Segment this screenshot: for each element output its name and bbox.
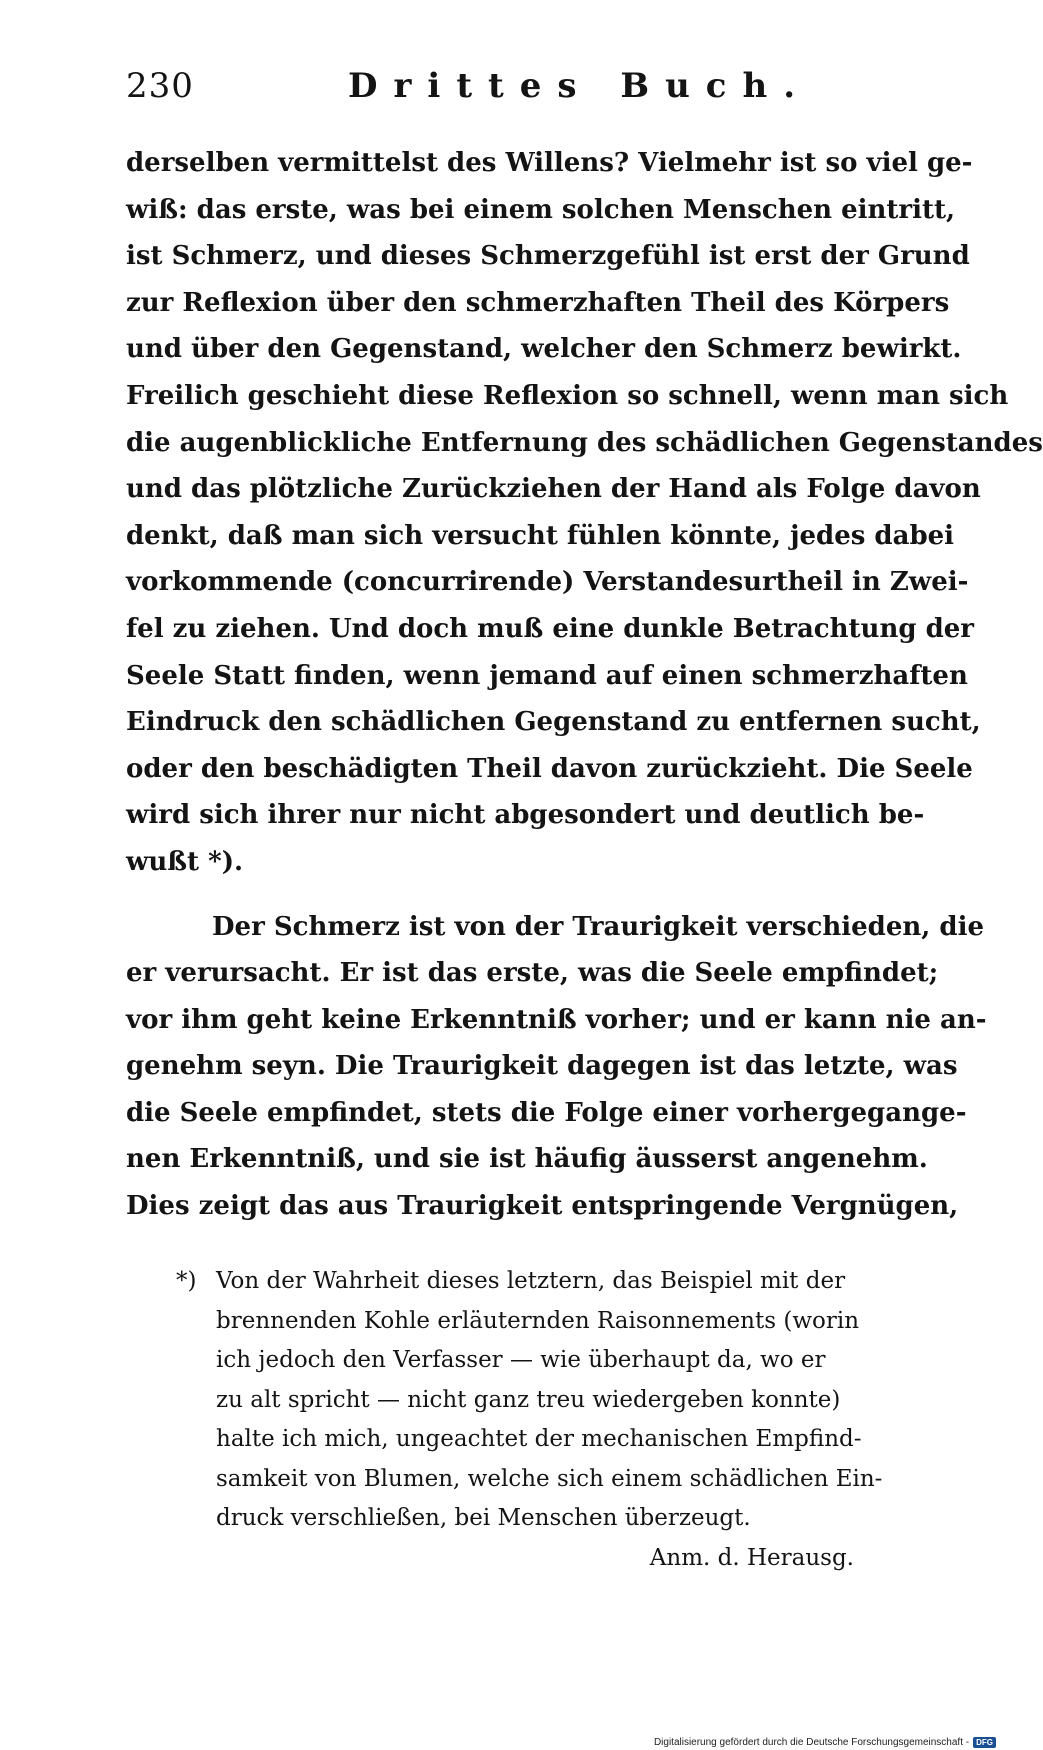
text-line: oder den beschädigten Theil davon zurückzieht. Die Seele <box>126 753 973 784</box>
footnote-line: halte ich mich, ungeachtet der mechanischen Empfind- <box>216 1426 862 1452</box>
text-line: nen Erkenntniß, und sie ist häufig äusserst angenehm. <box>126 1144 928 1175</box>
text-line: und über den Gegenstand, welcher den Schmerz bewirkt. <box>126 334 962 365</box>
footnote-line: druck verschließen, bei Menschen überzeugt. <box>216 1505 751 1531</box>
footnote-line: ich jedoch den Verfasser — wie überhaupt da, wo er <box>216 1347 826 1373</box>
text-line: wußt *). <box>126 846 244 877</box>
body-text <box>126 140 1043 1230</box>
text-line: zur Reflexion über den schmerzhaften Theil des Körpers <box>126 287 950 318</box>
paragraph-gap <box>126 886 916 904</box>
text-line: die Seele empfindet, stets die Folge einer vorhergegange- <box>126 1097 967 1128</box>
footnote-line <box>176 1262 916 1302</box>
text-line: wiß: das erste, was bei einem solchen Menschen eintritt, <box>126 194 956 225</box>
dfg-logo-icon: DFG <box>973 1737 996 1748</box>
paragraph-1 <box>126 140 1043 886</box>
footnote-marker: *) <box>176 1268 197 1294</box>
page-number: 230 <box>126 66 194 106</box>
footnote-line: brennenden Kohle erläuternden Raisonnements (worin <box>216 1307 860 1334</box>
text-line: Dies zeigt das aus Traurigkeit entspringende Vergnügen, <box>126 1191 959 1222</box>
digitization-credit <box>654 1737 996 1748</box>
text-line: denkt, daß man sich versucht fühlen könnte, jedes dabei <box>126 520 955 551</box>
footnote-line: samkeit von Blumen, welche sich einem schädlichen Ein- <box>216 1465 883 1492</box>
text-line: vor ihm geht keine Erkenntniß vorher; und er kann nie an- <box>126 1004 987 1035</box>
page-header <box>126 66 916 116</box>
running-head: Drittes Buch. <box>348 66 812 106</box>
text-line: Der Schmerz ist von der Traurigkeit verschieden, die <box>212 911 984 942</box>
footnote-line: zu alt spricht — nicht ganz treu wiedergeben konnte) <box>216 1386 841 1413</box>
text-line: Freilich geschieht diese Reflexion so schnell, wenn man sich <box>126 380 1009 411</box>
text-line: genehm seyn. Die Traurigkeit dagegen ist das letzte, was <box>126 1051 958 1082</box>
text-line: Eindruck den schädlichen Gegenstand zu entfernen sucht, <box>126 707 981 738</box>
text-line: ist Schmerz, und dieses Schmerzgefühl ist erst der Grund <box>126 241 970 272</box>
paragraph-2 <box>126 904 987 1230</box>
text-line: wird sich ihrer nur nicht abgesondert und deutlich be- <box>126 800 925 831</box>
footnote <box>176 1262 916 1578</box>
footnote-signature: Anm. d. Herausg. <box>649 1544 854 1571</box>
text-line: er verursacht. Er ist das erste, was die Seele empfindet; <box>126 958 939 989</box>
text-line: vorkommende (concurrirende) Verstandesurtheil in Zwei- <box>126 567 969 598</box>
text-line: fel zu ziehen. Und doch muß eine dunkle Betrachtung der <box>126 613 975 644</box>
text-line: die augenblickliche Entfernung des schädlichen Gegenstandes <box>126 427 1043 458</box>
credit-text: Digitalisierung gefördert durch die Deutsche Forschungsgemeinschaft - <box>653 1737 970 1748</box>
footnote-text: Von der Wahrheit dieses letztern, das Beispiel mit der <box>216 1268 846 1294</box>
text-line: Seele Statt finden, wenn jemand auf einen schmerzhaften <box>126 660 968 691</box>
text-line: derselben vermittelst des Willens? Vielmehr ist so viel ge- <box>126 148 973 178</box>
text-line: und das plötzliche Zurückziehen der Hand als Folge davon <box>126 474 981 505</box>
